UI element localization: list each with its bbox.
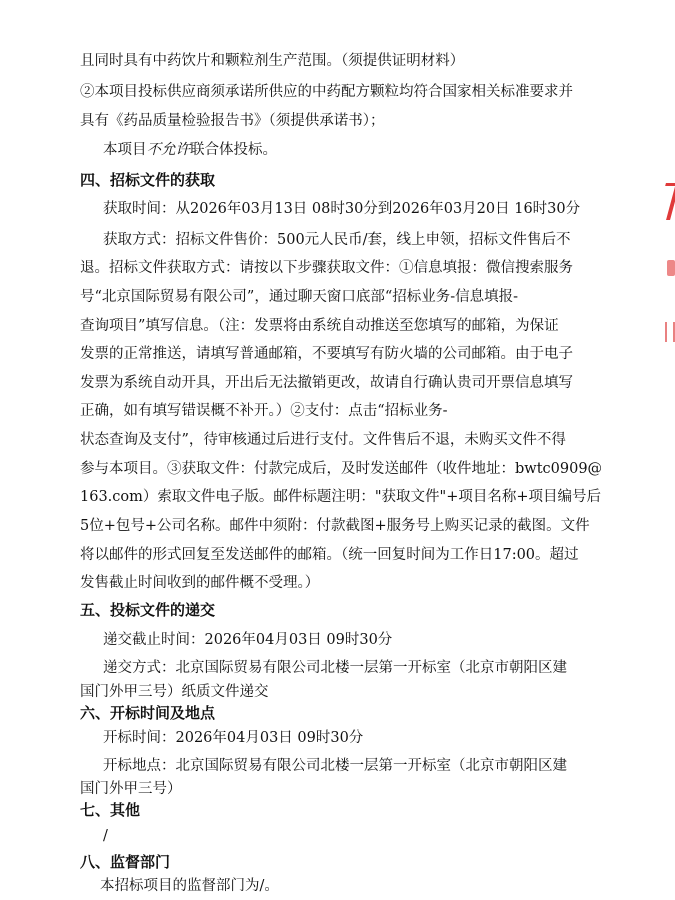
section-heading: 七、其他	[80, 801, 141, 819]
section-heading: 六、开标时间及地点	[80, 704, 216, 722]
body-line: 本招标项目的监督部门为/。	[100, 878, 279, 894]
consortium-suffix: 联合体投标。	[190, 142, 277, 158]
body-line: 状态查询及支付”，待审核通过后进行支付。文件售后不退，未购买文件不得	[80, 432, 566, 448]
body-line: 国门外甲三号）	[80, 781, 182, 797]
body-line: /	[103, 828, 108, 844]
body-line: 号“北京国际贸易有限公司”，通过聊天窗口底部“招标业务-信息填报-	[80, 289, 519, 305]
body-line: 5位+包号+公司名称。邮件中须附：付款截图+服务号上购买记录的截图。文件	[80, 518, 590, 534]
section-heading: 八、监督部门	[80, 853, 171, 871]
consortium-line	[103, 140, 277, 160]
body-line: ②本项目投标供应商须承诺所供应的中药配方颗粒均符合国家相关标准要求并	[80, 84, 573, 100]
body-line: 具有《药品质量检验报告书》（须提供承诺书）；	[80, 113, 385, 129]
red-seal-fragment	[667, 260, 675, 276]
section-heading: 五、投标文件的递交	[80, 601, 216, 619]
red-seal-fragment	[656, 183, 675, 220]
body-line: 参与本项目。③获取文件：付款完成后，及时发送邮件（收件地址：bwtc0909@	[80, 461, 603, 477]
red-seal-fragment	[665, 322, 675, 342]
body-line: 将以邮件的形式回复至发送邮件的邮箱。（统一回复时间为工作日17:00。超过	[80, 547, 579, 563]
body-line: 发售截止时间收到的邮件概不受理。）	[80, 575, 320, 591]
body-line: 国门外甲三号）纸质文件递交	[80, 684, 269, 700]
body-line: 递交方式：北京国际贸易有限公司北楼一层第一开标室（北京市朝阳区建	[103, 660, 567, 676]
body-line: 递交截止时间：2026年04月03日 09时30分	[103, 632, 393, 648]
body-line: 发票为系统自动开具，开出后无法撤销更改，故请自行确认贵司开票信息填写	[80, 375, 573, 391]
body-line: 开标地点：北京国际贸易有限公司北楼一层第一开标室（北京市朝阳区建	[103, 758, 567, 774]
body-line: 且同时具有中药饮片和颗粒剂生产范围。（须提供证明材料）	[80, 53, 465, 69]
section-heading: 四、招标文件的获取	[80, 171, 216, 189]
body-line: 开标时间：2026年04月03日 09时30分	[103, 730, 364, 746]
not-allowed-text: 不允许	[146, 142, 190, 158]
body-line: 获取时间：从2026年03月13日 08时30分到2026年03月20日 16时30分	[103, 201, 581, 217]
body-line: 退。招标文件获取方式：请按以下步骤获取文件：①信息填报：微信搜索服务	[80, 260, 573, 276]
body-line: 查询项目”填写信息。（注：发票将由系统自动推送至您填写的邮箱，为保证	[80, 318, 559, 334]
body-line: 正确，如有填写错误概不补开。）②支付：点击“招标业务-	[80, 403, 448, 419]
body-line: 发票的正常推送，请填写普通邮箱，不要填写有防火墙的公司邮箱。由于电子	[80, 346, 573, 362]
consortium-prefix: 本项目	[103, 142, 147, 158]
body-line: 163.com）索取文件电子版。邮件标题注明："获取文件"+项目名称+项目编号后	[80, 489, 602, 505]
body-line: 获取方式：招标文件售价：500元人民币/套，线上申领，招标文件售后不	[103, 232, 571, 248]
